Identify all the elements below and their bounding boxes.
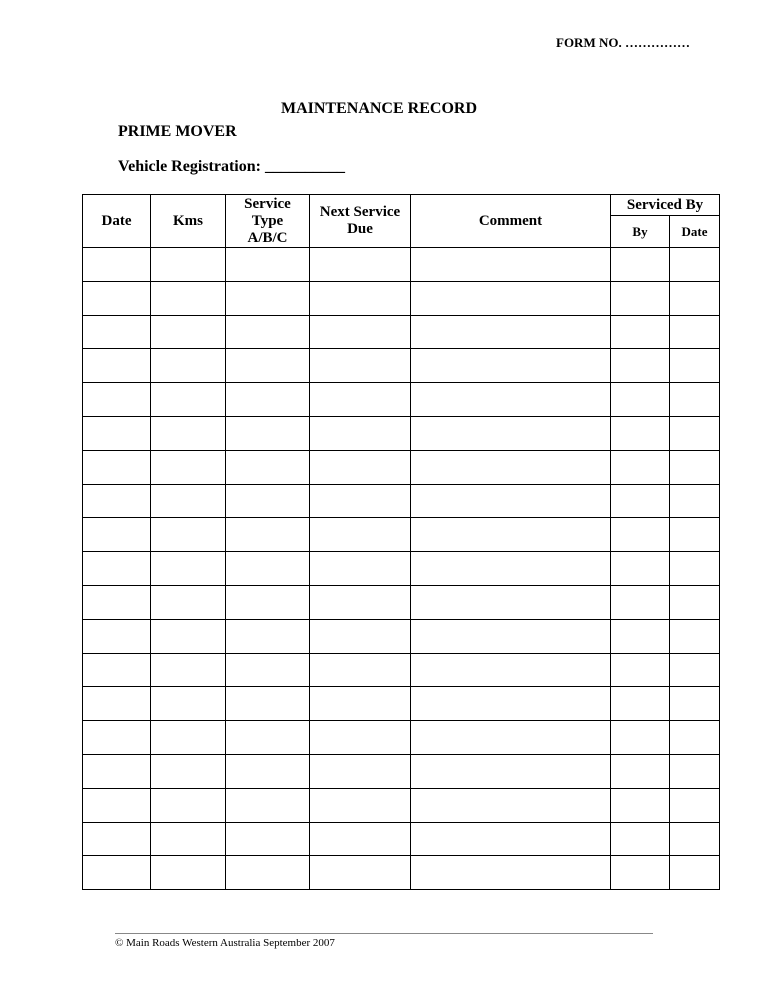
next-service-due-cell[interactable] [310,552,411,586]
comment-cell[interactable] [411,248,611,282]
column-header-by: By [611,216,670,248]
table-row [83,450,720,484]
kms-cell[interactable] [151,383,226,417]
service-type-cell[interactable] [226,788,310,822]
date-cell[interactable] [83,687,151,721]
serviced-date-cell[interactable] [670,518,720,552]
table-row [83,383,720,417]
kms-cell[interactable] [151,754,226,788]
next-service-due-cell[interactable] [310,248,411,282]
service-type-cell[interactable] [226,315,310,349]
table-row [83,653,720,687]
next-service-due-cell[interactable] [310,450,411,484]
comment-cell[interactable] [411,619,611,653]
date-cell[interactable] [83,856,151,890]
comment-cell[interactable] [411,349,611,383]
comment-cell[interactable] [411,754,611,788]
table-row [83,856,720,890]
table-row [83,552,720,586]
table-row [83,315,720,349]
by-cell[interactable] [611,552,670,586]
by-cell[interactable] [611,349,670,383]
date-cell[interactable] [83,822,151,856]
serviced-date-cell[interactable] [670,856,720,890]
by-cell[interactable] [611,281,670,315]
next-service-due-cell[interactable] [310,315,411,349]
next-service-due-cell[interactable] [310,788,411,822]
next-service-due-cell[interactable] [310,653,411,687]
table-row [83,585,720,619]
date-cell[interactable] [83,518,151,552]
kms-cell[interactable] [151,315,226,349]
date-cell[interactable] [83,281,151,315]
by-cell[interactable] [611,383,670,417]
comment-cell[interactable] [411,484,611,518]
serviced-date-cell[interactable] [670,619,720,653]
kms-cell[interactable] [151,281,226,315]
column-header-serviced-by: Serviced By [611,195,720,216]
vehicle-registration-field: Vehicle Registration: __________ [118,158,345,175]
kms-cell[interactable] [151,484,226,518]
date-cell[interactable] [83,552,151,586]
kms-cell[interactable] [151,585,226,619]
kms-cell[interactable] [151,653,226,687]
comment-cell[interactable] [411,450,611,484]
comment-cell[interactable] [411,856,611,890]
table-row [83,721,720,755]
table-row [83,281,720,315]
next-service-due-cell[interactable] [310,585,411,619]
next-service-due-cell[interactable] [310,754,411,788]
serviced-date-cell[interactable] [670,822,720,856]
service-type-cell[interactable] [226,687,310,721]
serviced-date-cell[interactable] [670,383,720,417]
service-type-cell[interactable] [226,856,310,890]
service-type-cell[interactable] [226,552,310,586]
table-row [83,619,720,653]
service-type-cell[interactable] [226,721,310,755]
table-row [83,754,720,788]
kms-cell[interactable] [151,822,226,856]
by-cell[interactable] [611,585,670,619]
service-type-cell[interactable] [226,383,310,417]
kms-cell[interactable] [151,248,226,282]
kms-cell[interactable] [151,349,226,383]
next-service-due-cell[interactable] [310,281,411,315]
kms-cell[interactable] [151,619,226,653]
document-subtitle: PRIME MOVER [118,123,237,140]
by-cell[interactable] [611,754,670,788]
by-cell[interactable] [611,619,670,653]
document-title [0,100,768,118]
by-cell[interactable] [611,248,670,282]
table-row [83,416,720,450]
kms-cell[interactable] [151,416,226,450]
serviced-date-cell[interactable] [670,450,720,484]
table-row [83,518,720,552]
by-cell[interactable] [611,653,670,687]
comment-cell[interactable] [411,315,611,349]
by-cell[interactable] [611,315,670,349]
column-header-kms: Kms [151,195,226,248]
next-service-due-cell[interactable] [310,721,411,755]
date-cell[interactable] [83,788,151,822]
table-row [83,687,720,721]
serviced-date-cell[interactable] [670,687,720,721]
table-row [83,484,720,518]
footer-copyright: © Main Roads Western Australia September 2007 [115,937,335,949]
comment-cell[interactable] [411,281,611,315]
kms-cell[interactable] [151,687,226,721]
serviced-date-cell[interactable] [670,754,720,788]
kms-cell[interactable] [151,721,226,755]
date-cell[interactable] [83,484,151,518]
serviced-date-cell[interactable] [670,281,720,315]
by-cell[interactable] [611,416,670,450]
serviced-date-cell[interactable] [670,721,720,755]
service-type-cell[interactable] [226,518,310,552]
date-cell[interactable] [83,585,151,619]
service-type-cell[interactable] [226,450,310,484]
date-cell[interactable] [83,450,151,484]
table-row [83,248,720,282]
comment-cell[interactable] [411,822,611,856]
maintenance-record-table [82,194,720,890]
next-service-due-cell[interactable] [310,687,411,721]
document-title-text: MAINTENANCE RECORD [280,100,477,117]
service-type-cell[interactable] [226,416,310,450]
comment-cell[interactable] [411,721,611,755]
serviced-date-cell[interactable] [670,248,720,282]
record-rows [83,248,720,890]
service-type-cell[interactable] [226,619,310,653]
serviced-date-cell[interactable] [670,788,720,822]
serviced-date-cell[interactable] [670,585,720,619]
serviced-date-cell[interactable] [670,416,720,450]
comment-cell[interactable] [411,383,611,417]
comment-cell[interactable] [411,518,611,552]
date-cell[interactable] [83,315,151,349]
by-cell[interactable] [611,721,670,755]
kms-cell[interactable] [151,518,226,552]
next-service-due-cell[interactable] [310,518,411,552]
service-type-cell[interactable] [226,248,310,282]
date-cell[interactable] [83,754,151,788]
column-header-comment: Comment [411,195,611,248]
service-type-cell[interactable] [226,822,310,856]
column-header-date: Date [83,195,151,248]
service-type-cell[interactable] [226,585,310,619]
next-service-due-cell[interactable] [310,822,411,856]
service-type-cell[interactable] [226,484,310,518]
comment-cell[interactable] [411,653,611,687]
serviced-date-cell[interactable] [670,653,720,687]
kms-cell[interactable] [151,856,226,890]
comment-cell[interactable] [411,416,611,450]
date-cell[interactable] [83,619,151,653]
next-service-due-cell[interactable] [310,416,411,450]
column-header-service-type: Service Type A/B/C [226,195,310,248]
service-type-cell[interactable] [226,653,310,687]
date-cell[interactable] [83,416,151,450]
column-header-next-service-due: Next Service Due [310,195,411,248]
date-cell[interactable] [83,349,151,383]
kms-cell[interactable] [151,552,226,586]
form-number-label: FORM NO. …………… [556,35,690,50]
by-cell[interactable] [611,484,670,518]
column-header-serviced-date: Date [670,216,720,248]
next-service-due-cell[interactable] [310,484,411,518]
date-cell[interactable] [83,383,151,417]
by-cell[interactable] [611,788,670,822]
next-service-due-cell[interactable] [310,349,411,383]
date-cell[interactable] [83,248,151,282]
by-cell[interactable] [611,687,670,721]
next-service-due-cell[interactable] [310,856,411,890]
table-row [83,788,720,822]
service-type-cell[interactable] [226,349,310,383]
footer-divider [115,933,653,934]
comment-cell[interactable] [411,687,611,721]
by-cell[interactable] [611,856,670,890]
kms-cell[interactable] [151,788,226,822]
by-cell[interactable] [611,450,670,484]
table-row [83,349,720,383]
by-cell[interactable] [611,822,670,856]
service-type-cell[interactable] [226,281,310,315]
next-service-due-cell[interactable] [310,619,411,653]
by-cell[interactable] [611,518,670,552]
serviced-date-cell[interactable] [670,349,720,383]
date-cell[interactable] [83,721,151,755]
serviced-date-cell[interactable] [670,552,720,586]
comment-cell[interactable] [411,585,611,619]
comment-cell[interactable] [411,552,611,586]
serviced-date-cell[interactable] [670,315,720,349]
table-row [83,822,720,856]
next-service-due-cell[interactable] [310,383,411,417]
comment-cell[interactable] [411,788,611,822]
date-cell[interactable] [83,653,151,687]
service-type-cell[interactable] [226,754,310,788]
serviced-date-cell[interactable] [670,484,720,518]
kms-cell[interactable] [151,450,226,484]
